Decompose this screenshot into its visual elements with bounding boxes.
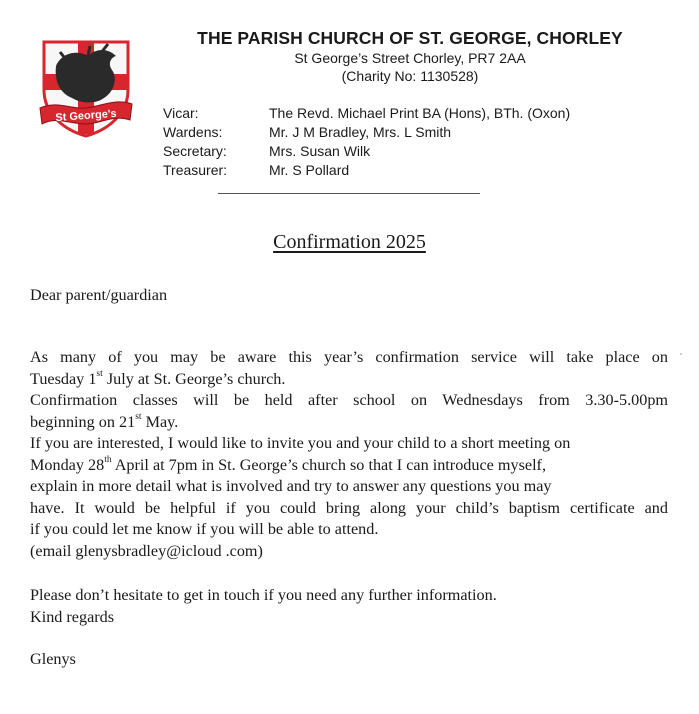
body-line: As many of you may be aware this year’s confirmation service will take place on [30,348,668,366]
text-run: Tuesday 1 [30,369,97,388]
officer-role: Treasurer: [163,162,228,178]
letter-title: Confirmation 2025 [273,231,426,253]
text-run: May. [141,412,179,431]
st-george-crest-icon [38,38,134,138]
salutation: Dear parent/guardian [30,286,168,304]
officer-role: Secretary: [163,143,227,159]
body-line: If you are interested, I would like to invite you and your child to a short meeting on [30,434,571,452]
officer-role: Wardens: [163,124,223,140]
officer-name: Mrs. Susan Wilk [269,143,371,159]
contact-email: (email glenysbradley@icloud .com) [30,541,263,560]
body-line [30,412,668,434]
church-name: THE PARISH CHURCH OF ST. GEORGE, CHORLEY [197,28,623,48]
text-run: Monday 28 [30,455,105,474]
closing-line: Please don’t hesitate to get in touch if you need any further information. [30,586,497,604]
closing-regards: Kind regards [30,607,115,626]
charity-number: (Charity No: 1130528) [341,68,479,84]
header-divider [218,193,480,194]
body-line: have. It would be helpful if you could bring along your child’s baptism certificate and [30,498,668,517]
text-run: July at St. George’s church. [102,369,286,388]
scan-speck [680,353,682,355]
officer-name: Mr. S Pollard [269,162,350,178]
church-address: St George’s Street Chorley, PR7 2AA [294,50,526,66]
officer-name: Mr. J M Bradley, Mrs. L Smith [269,124,452,140]
officer-name: The Revd. Michael Print BA (Hons), BTh. (Oxon) [269,105,571,121]
signature: Glenys [30,650,76,668]
body-line [30,455,668,477]
text-run: beginning on 21 [30,412,136,431]
body-line [30,369,668,391]
ordinal-suffix: th [104,455,112,466]
logo-ribbon-text: St George's [54,107,118,125]
letter-body [30,347,668,562]
text-run: April at 7pm in St. George’s church so that I can introduce myself, [111,455,546,474]
ordinal-suffix: st [96,369,103,380]
body-line: explain in more detail what is involved and try to answer any questions you may [30,477,552,495]
closing [30,585,668,628]
body-line: if you could let me know if you will be able to attend. [30,520,379,538]
ordinal-suffix: st [135,412,142,423]
body-line: Confirmation classes will be held after school on Wednesdays from 3.30-5.00pm [30,391,668,409]
officer-role: Vicar: [163,105,199,121]
